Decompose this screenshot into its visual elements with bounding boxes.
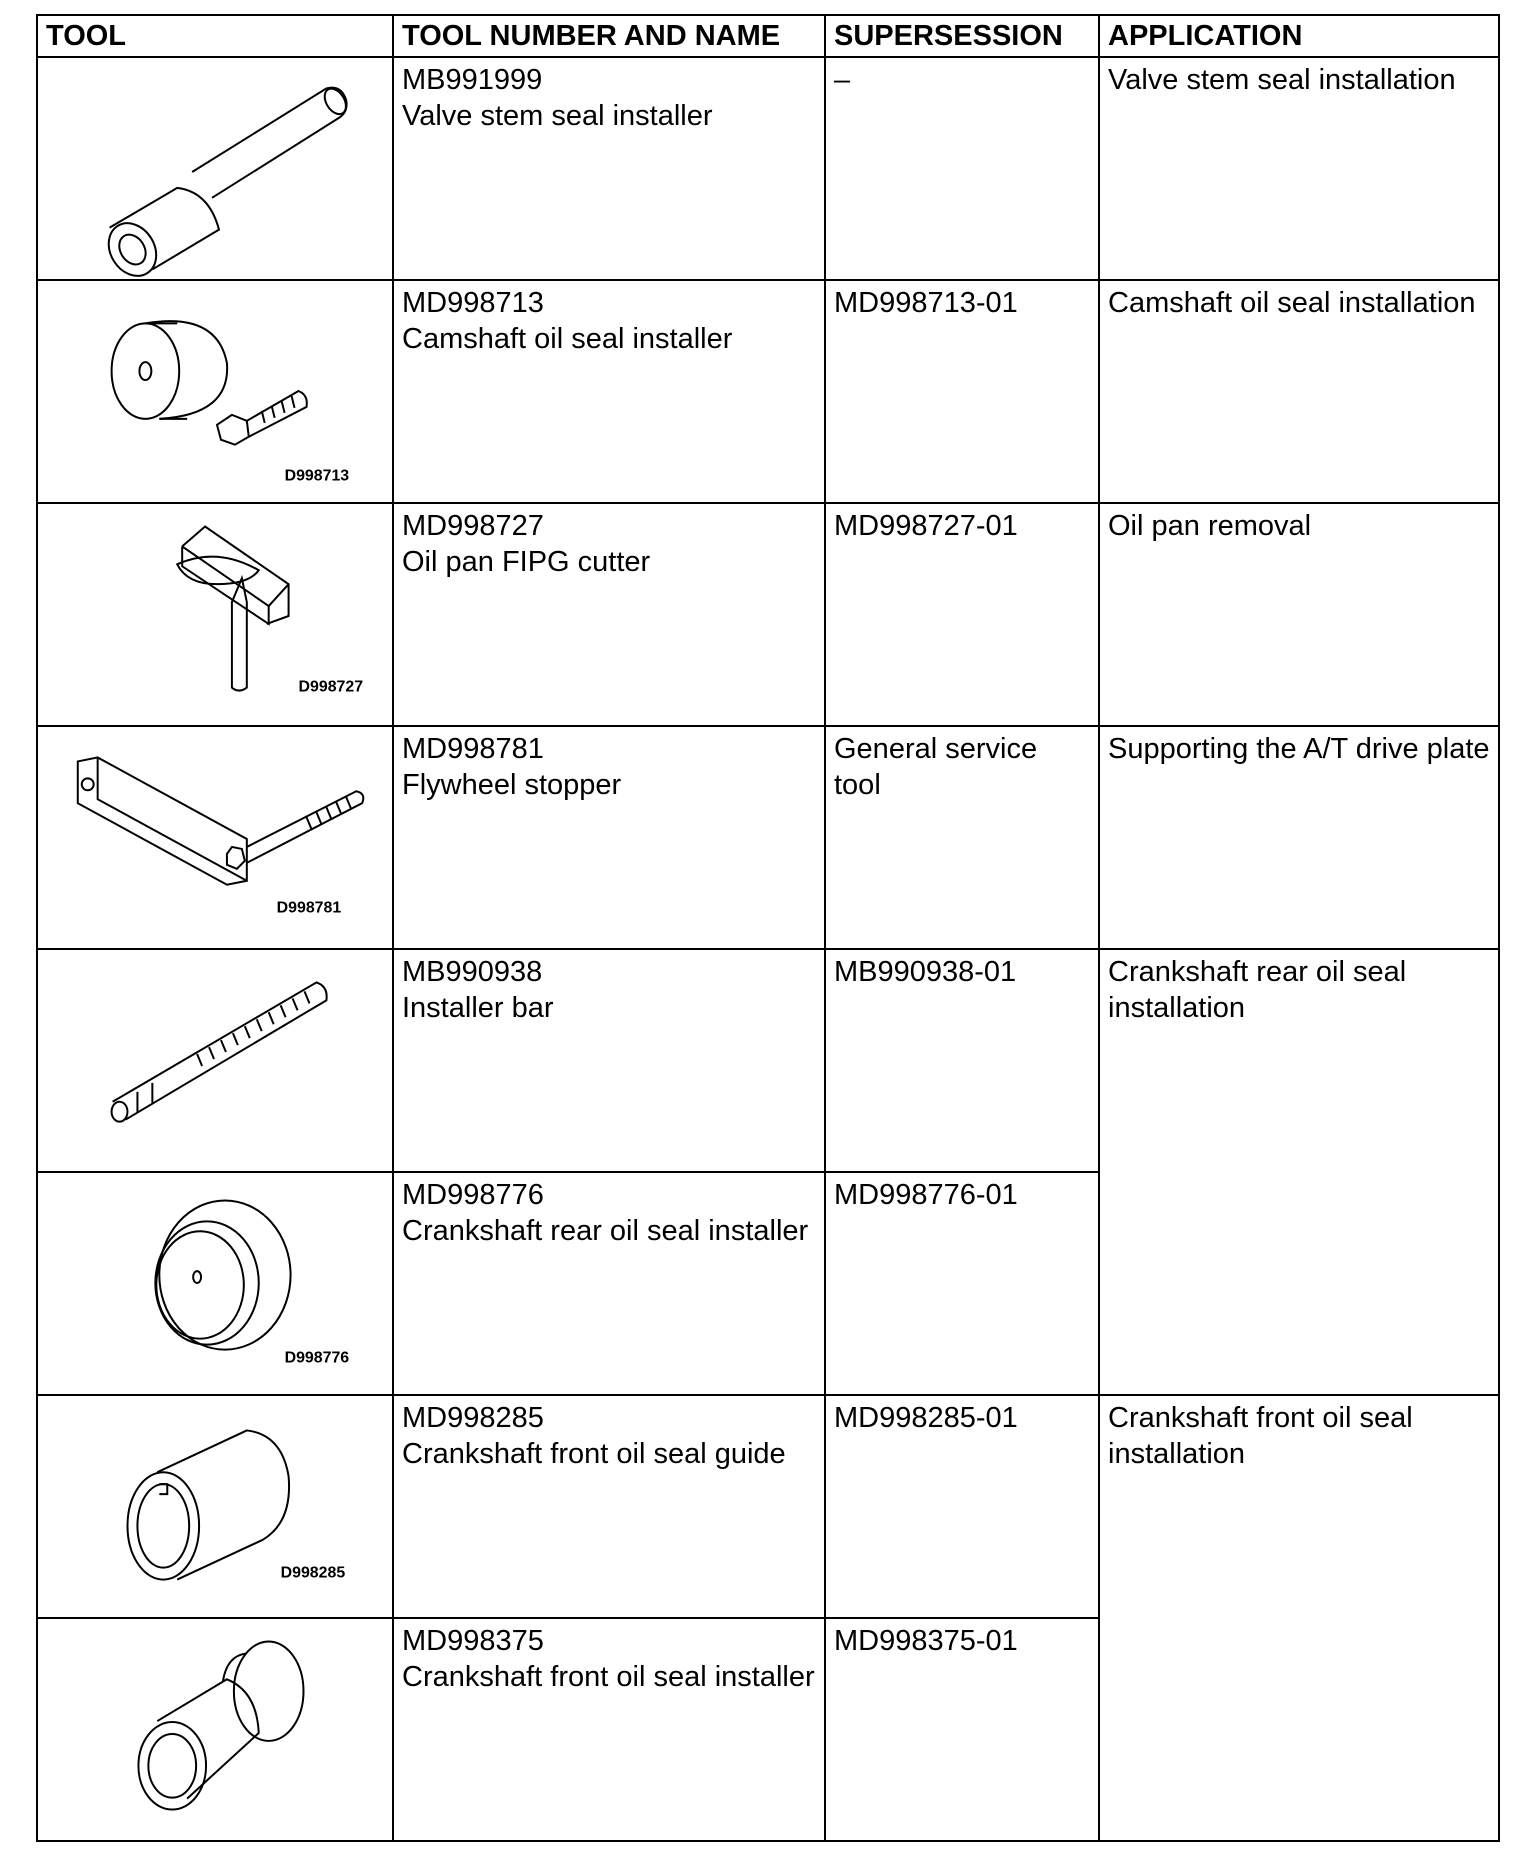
camshaft-oil-seal-installer-illustration xyxy=(38,281,392,502)
tool-number-name-cell xyxy=(393,1395,825,1618)
flywheel-stopper-illustration xyxy=(38,727,392,948)
application-cell: Camshaft oil seal installation xyxy=(1099,280,1499,503)
table-row xyxy=(37,503,1499,726)
supersession-cell: – xyxy=(825,57,1099,280)
tool-number-name-cell xyxy=(393,949,825,1172)
tool-name: Flywheel stopper xyxy=(402,769,622,801)
crankshaft-front-oil-seal-guide-illustration xyxy=(38,1396,392,1617)
supersession-cell: MD998727-01 xyxy=(825,503,1099,726)
tool-number-name-cell xyxy=(393,726,825,949)
tool-image-cell xyxy=(37,1395,393,1618)
header-tool: TOOL xyxy=(37,15,393,57)
tool-number-name-cell xyxy=(393,280,825,503)
table-row xyxy=(37,1395,1499,1618)
figure-label: D998776 xyxy=(284,1349,350,1367)
oil-pan-fipg-cutter-illustration xyxy=(38,504,392,725)
header-application: APPLICATION xyxy=(1099,15,1499,57)
tool-name: Crankshaft rear oil seal installer xyxy=(402,1215,809,1247)
tool-image-cell xyxy=(37,726,393,949)
tool-image-cell xyxy=(37,57,393,280)
tool-image-cell xyxy=(37,949,393,1172)
application-cell: Crankshaft front oil seal installation xyxy=(1099,1395,1499,1841)
table-row xyxy=(37,280,1499,503)
application-cell: Supporting the A/T drive plate xyxy=(1099,726,1499,949)
tool-image-cell xyxy=(37,1172,393,1395)
figure-label: D998781 xyxy=(276,899,342,917)
tool-number: MD998375 xyxy=(402,1625,544,1657)
tool-name: Oil pan FIPG cutter xyxy=(402,546,651,578)
figure-label: D998285 xyxy=(280,1564,346,1582)
tool-number: MD998776 xyxy=(402,1179,544,1211)
supersession-cell: MD998285-01 xyxy=(825,1395,1099,1618)
tool-number: MD998727 xyxy=(402,510,544,542)
header-tool-number-and-name: TOOL NUMBER AND NAME xyxy=(393,15,825,57)
figure-label: D998727 xyxy=(298,678,364,696)
tool-name: Crankshaft front oil seal installer xyxy=(402,1661,815,1693)
valve-stem-seal-installer-illustration xyxy=(38,58,392,279)
table-row xyxy=(37,57,1499,280)
tool-number: MD998713 xyxy=(402,287,544,319)
application-cell: Oil pan removal xyxy=(1099,503,1499,726)
header-supersession: SUPERSESSION xyxy=(825,15,1099,57)
tool-number: MD998781 xyxy=(402,733,544,765)
special-tools-table xyxy=(36,14,1500,1842)
header-row xyxy=(37,15,1499,57)
crankshaft-rear-oil-seal-installer-illustration xyxy=(38,1173,392,1394)
table-row xyxy=(37,726,1499,949)
installer-bar-illustration xyxy=(38,950,392,1171)
tool-number-name-cell xyxy=(393,1172,825,1395)
tool-image-cell xyxy=(37,503,393,726)
supersession-cell: MB990938-01 xyxy=(825,949,1099,1172)
supersession-cell: General service tool xyxy=(825,726,1099,949)
tool-number-name-cell xyxy=(393,57,825,280)
application-cell: Crankshaft rear oil seal installation xyxy=(1099,949,1499,1395)
tool-image-cell xyxy=(37,280,393,503)
tool-image-cell xyxy=(37,1618,393,1841)
supersession-cell: MD998713-01 xyxy=(825,280,1099,503)
supersession-cell: MD998776-01 xyxy=(825,1172,1099,1395)
tool-number-name-cell xyxy=(393,503,825,726)
application-cell: Valve stem seal installation xyxy=(1099,57,1499,280)
tool-name: Crankshaft front oil seal guide xyxy=(402,1438,786,1470)
tool-name: Valve stem seal installer xyxy=(402,100,713,132)
tool-number-name-cell xyxy=(393,1618,825,1841)
tool-number: MB990938 xyxy=(402,956,543,988)
crankshaft-front-oil-seal-installer-illustration xyxy=(38,1619,392,1840)
tool-number: MD998285 xyxy=(402,1402,544,1434)
tool-name: Installer bar xyxy=(402,992,554,1024)
tool-number: MB991999 xyxy=(402,64,543,96)
supersession-cell: MD998375-01 xyxy=(825,1618,1099,1841)
tool-name: Camshaft oil seal installer xyxy=(402,323,733,355)
table-row xyxy=(37,949,1499,1172)
figure-label: D998713 xyxy=(284,467,350,485)
